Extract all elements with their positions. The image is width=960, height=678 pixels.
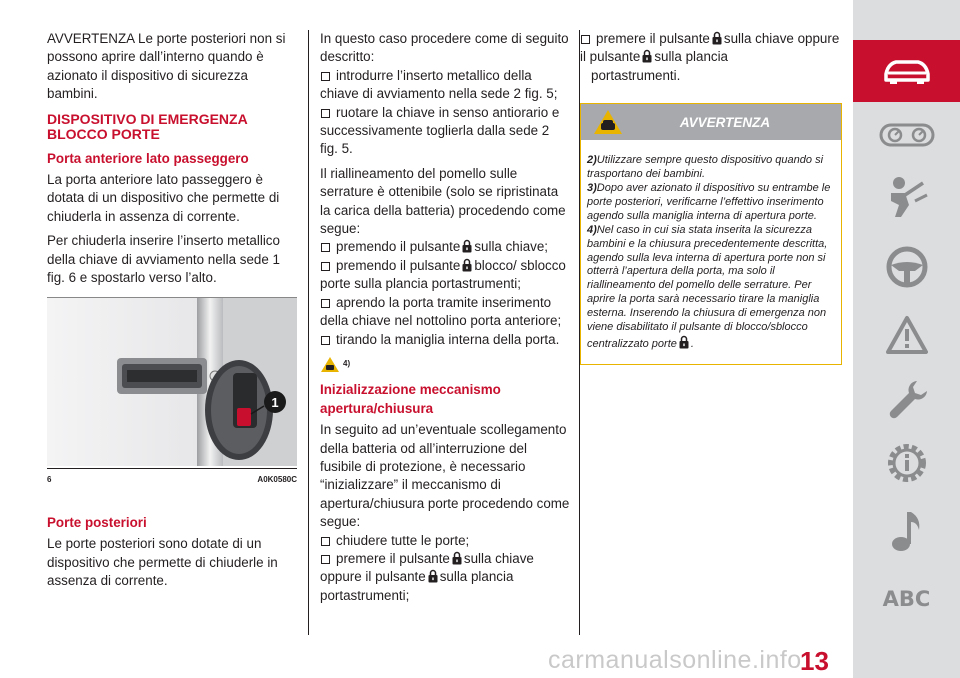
checkbox-bullet-icon (321, 537, 330, 546)
warning-item-2: 2)Utilizzare sempre questo dispositivo quando si trasportano dei bambini. (587, 154, 824, 181)
paragraph: Le porte posteriori sono dotate di un dispositivo che permette di chiuderle in assenza di corrente. (47, 536, 278, 589)
checkbox-bullet-icon (321, 336, 330, 345)
music-note-icon (887, 508, 927, 554)
figure-caption (47, 468, 297, 489)
list-item: premendo il pulsante sulla chiave; (320, 238, 570, 256)
sidebar-item-multimedia[interactable] (853, 500, 960, 562)
figure-code: A0K0580C (257, 475, 297, 485)
paragraph: La porta anteriore lato passeggero è dotata di un dispositivo che permette di chiuderla in assenza di corrente. (47, 172, 280, 224)
lock-icon (452, 551, 462, 565)
gear-info-icon (884, 440, 930, 486)
sidebar-item-emergency[interactable] (853, 304, 960, 366)
warning-small-icon (320, 356, 340, 373)
warning-reference: 4) (320, 355, 570, 373)
door-lock-photo (47, 297, 297, 466)
warning-triangle-icon (885, 315, 929, 355)
warning-box (580, 103, 842, 365)
lock-icon (462, 239, 472, 253)
sidebar-item-safety[interactable] (853, 166, 960, 228)
list-item: chiudere tutte le porte; (320, 532, 570, 550)
steering-wheel-icon (885, 245, 929, 289)
list-item: premere il pulsante sulla chiave oppure il pulsante sulla plancia portastrumenti; (320, 550, 534, 603)
list-item: premendo il pulsante blocco/ sblocco porte sulla plancia portastrumenti; (320, 257, 566, 292)
wrench-icon (885, 377, 929, 421)
checkbox-bullet-icon (321, 243, 330, 252)
column-divider (308, 30, 309, 635)
figure-6 (47, 297, 297, 489)
lock-icon (462, 258, 472, 272)
checkbox-bullet-icon (321, 109, 330, 118)
list-item: introdurre l’inserto metallico della chiave di avviamento nella sede 2 fig. 5; (320, 67, 558, 102)
paragraph: In seguito ad un’eventuale scollegamento della batteria od all’interruzione del fusibile di protezione, è necessario “inizializzare” il meccanismo di apertura/chiusura porte procedendo come segue: (320, 422, 570, 530)
checkbox-bullet-icon (321, 72, 330, 81)
list-item: tirando la maniglia interna della porta. (320, 331, 570, 349)
warning-title: AVVERTENZA (679, 115, 771, 131)
figure-callout-1: 1 (271, 395, 279, 411)
figure-number: 6 (47, 475, 52, 485)
lock-icon (712, 31, 722, 45)
watermark: carmanualsonline.info (548, 646, 802, 674)
subsection-initialization: Inizializzazione meccanismo apertura/chiusura (320, 382, 501, 416)
gauges-icon (878, 122, 936, 148)
checkbox-bullet-icon (581, 35, 590, 44)
checkbox-bullet-icon (321, 299, 330, 308)
warning-item-3: 3)Dopo aver azionato il dispositivo su entrambe le porte posteriori, verificarne l’effettivo inserimento agendo sulla maniglia interna di apertura porte. (587, 182, 831, 222)
subsection-front-passenger-door: Porta anteriore lato passeggero (47, 150, 249, 166)
sidebar-item-maintenance[interactable] (853, 368, 960, 430)
column-middle (320, 30, 570, 605)
chapter-sidebar (853, 0, 960, 678)
sidebar-item-technical-data[interactable] (853, 432, 960, 494)
seatbelt-person-icon (885, 175, 929, 219)
page-number: 13 (800, 646, 829, 676)
sidebar-item-instruments[interactable] (853, 104, 960, 166)
paragraph: Il riallineamento del pomello sulle serrature è ottenibile (solo se ripristinata la carica della batteria) procedendo come segue: (320, 165, 566, 237)
checkbox-bullet-icon (321, 555, 330, 564)
sidebar-item-index[interactable] (853, 568, 960, 630)
list-item: aprendo la porta tramite inserimento della chiave nel nottolino porta anteriore; (320, 294, 562, 329)
paragraph: In questo caso procedere come di seguito descritto: (320, 31, 569, 65)
list-item: premere il pulsante sulla chiave oppure il pulsante sulla plancia portastrumenti. (580, 31, 840, 83)
subsection-rear-doors: Porte posteriori (47, 514, 147, 530)
list-item: ruotare la chiave in senso antiorario e successivamente toglierla dalla sede 2 fig. 5. (320, 104, 560, 157)
section-title: DISPOSITIVO DI EMERGENZA BLOCCO PORTE (47, 110, 248, 142)
child-lock-note: AVVERTENZA Le porte posteriori non si possono aprire dall’interno quando è azionato il dispositivo di sicurezza bambini. (47, 31, 286, 102)
sidebar-item-vehicle[interactable] (853, 40, 960, 102)
car-icon (880, 56, 934, 86)
column-right (580, 30, 842, 365)
warning-item-4: 4)Nel caso in cui sia stata inserita la sicurezza bambini e la chiusura precedentemente descritta, agendo sulla leva interna di apertura porte non si otterrà l’apertura della porta, ma solo il riallineamento del pomello delle serrature. Per aprire la porta sarà necessario tirare la maniglia esterna. Inserendo la chiusura di emergenza non viene disabilitato il pulsante di blocco/sblocco centralizzato porte . (587, 223, 828, 350)
index-abc-label: ABC (882, 587, 931, 611)
column-left (47, 30, 297, 597)
warning-body (581, 140, 841, 364)
lock-icon (428, 569, 438, 583)
sidebar-item-driving[interactable] (853, 236, 960, 298)
lock-icon (642, 49, 652, 63)
lock-icon (679, 335, 689, 349)
paragraph: Per chiuderla inserire l’inserto metallico della chiave di avviamento nella sede 1 fig. 6 e spostarlo verso l’alto. (47, 233, 280, 286)
warning-header (581, 104, 841, 140)
checkbox-bullet-icon (321, 262, 330, 271)
